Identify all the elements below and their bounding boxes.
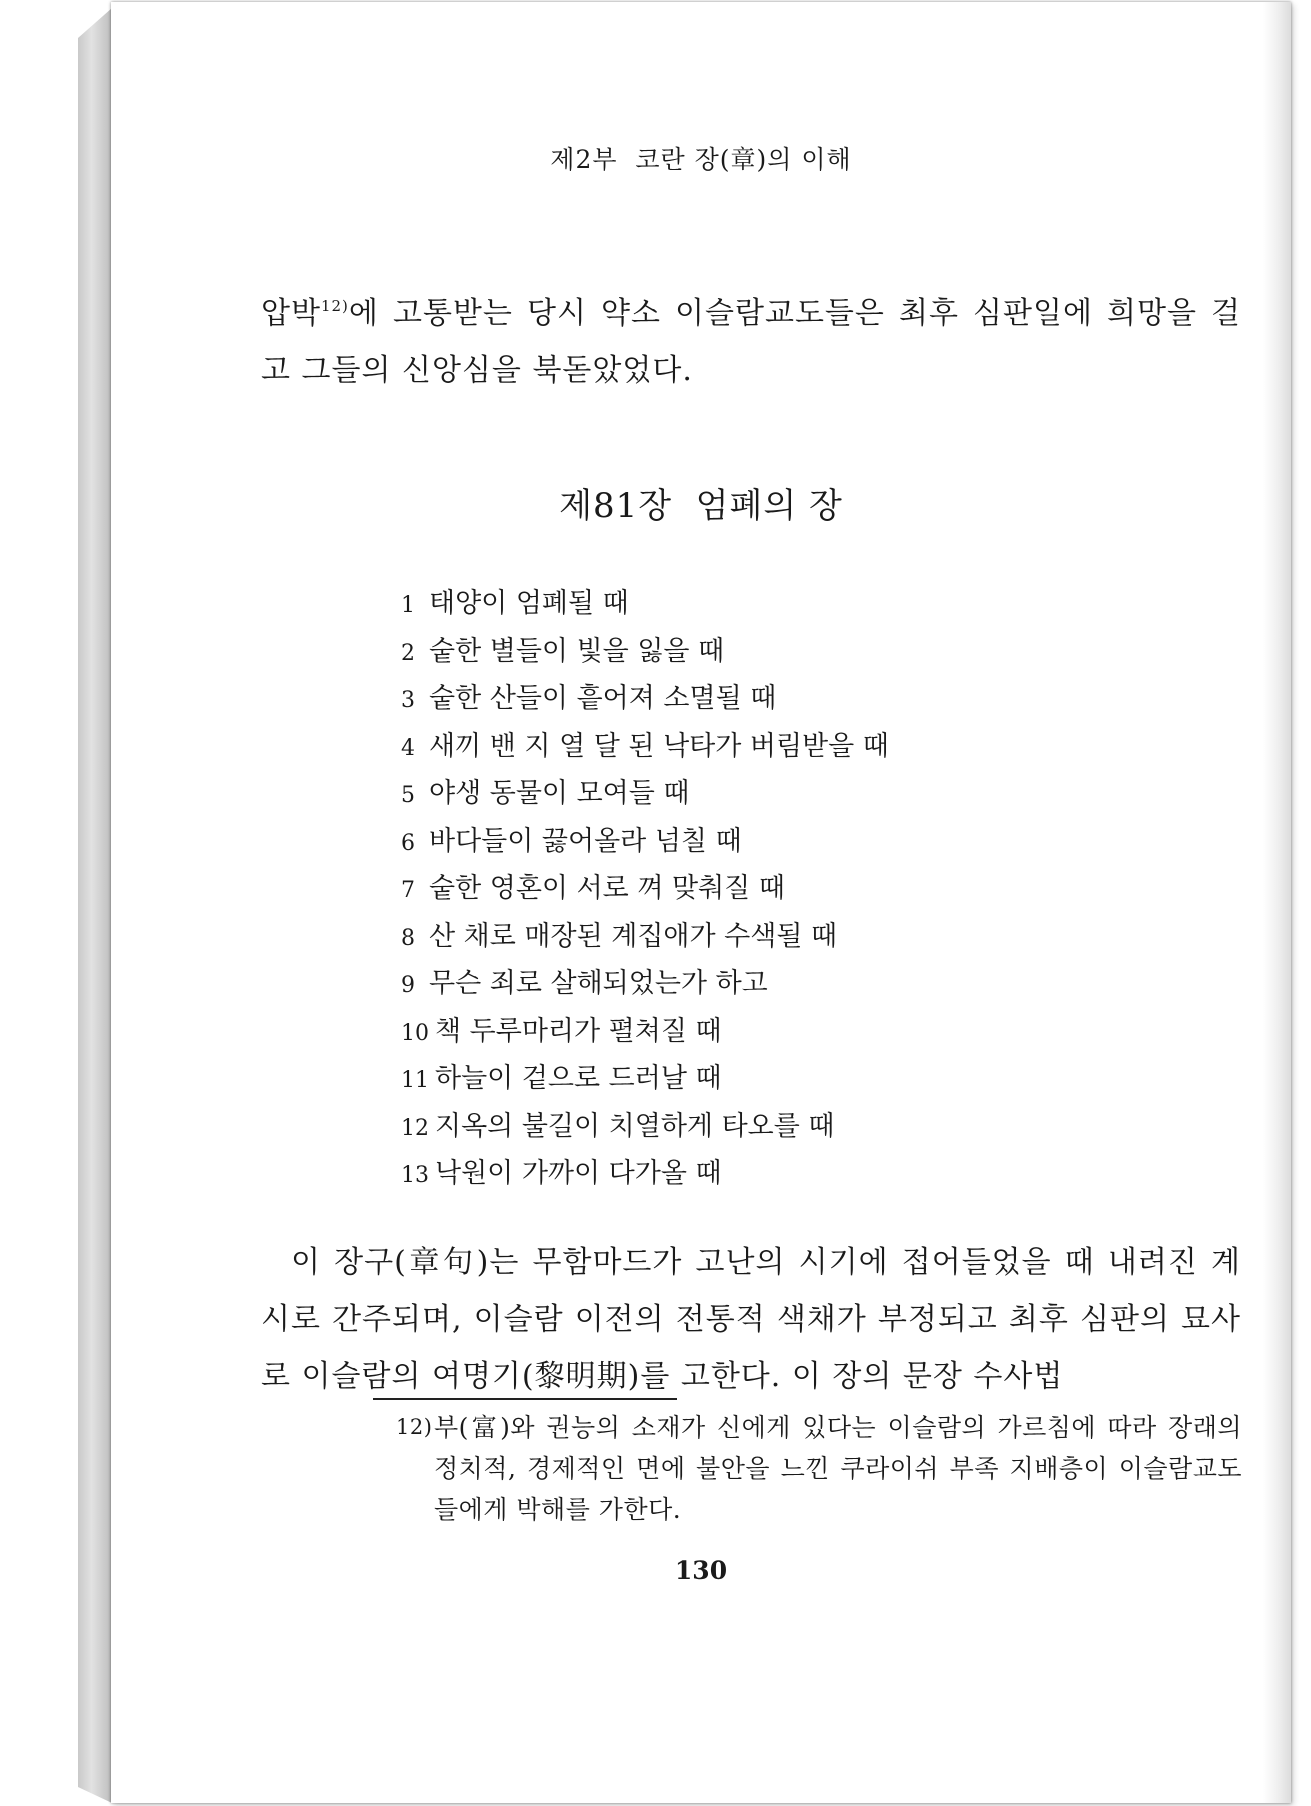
verse-item xyxy=(401,818,1101,866)
verse-item xyxy=(401,913,1101,961)
verse-item xyxy=(401,1103,1101,1151)
verse-number: 8 xyxy=(401,925,415,951)
verse-text: 야생 동물이 모여들 때 xyxy=(429,778,690,809)
footnote-number: 12) xyxy=(396,1415,433,1439)
page-number: 130 xyxy=(674,1556,728,1585)
paragraph-bottom: 이 장구(章句)는 무함마드가 고난의 시기에 접어들었을 때 내려진 계시로 간주되며, 이슬람 이전의 전통적 색채가 부정되고 최후 심판의 묘사로 이슬람의 여명기(黎明期)를 고한다. 이 장의 문장 수사법 xyxy=(261,1245,1241,1394)
verse-number: 10 xyxy=(401,1020,429,1046)
verse-item xyxy=(401,1150,1101,1198)
running-head: 제2부 코란 장(章)의 이해 xyxy=(550,145,852,174)
book-page xyxy=(111,2,1291,1803)
verse-item xyxy=(401,723,1101,771)
verse-number: 2 xyxy=(401,640,415,666)
verse-text: 숱한 별들이 빛을 잃을 때 xyxy=(429,635,725,667)
paragraph-top xyxy=(261,285,1241,399)
paragraph-top-rest: 에 고통받는 당시 약소 이슬람교도들은 최후 심판일에 희망을 걸고 그들의 신앙심을 북돋았었다. xyxy=(261,296,1241,388)
verse-text: 숱한 산들이 흩어져 소멸될 때 xyxy=(429,683,777,714)
verse-item xyxy=(401,865,1101,913)
verse-number: 13 xyxy=(401,1163,429,1188)
verse-text: 산 채로 매장된 계집애가 수색될 때 xyxy=(429,920,838,952)
verse-number: 3 xyxy=(401,688,415,713)
verse-number: 9 xyxy=(401,973,415,998)
verse-number: 6 xyxy=(401,830,415,856)
paragraph-top-start: 압박 xyxy=(261,296,321,331)
verse-number: 11 xyxy=(401,1068,429,1093)
chapter-title: 제81장 엄폐의 장 xyxy=(559,486,843,526)
verse-item xyxy=(401,1008,1101,1056)
verse-item xyxy=(401,960,1101,1008)
verse-text: 낙원이 가까이 다가올 때 xyxy=(435,1158,722,1189)
verse-text: 바다들이 끓어올라 넘칠 때 xyxy=(429,825,742,857)
footnote xyxy=(396,1407,1242,1530)
verse-text: 숱한 영혼이 서로 껴 맞춰질 때 xyxy=(429,873,785,904)
verse-text: 태양이 엄폐될 때 xyxy=(429,588,629,619)
verse-number: 1 xyxy=(401,593,415,618)
verse-text: 지옥의 불길이 치열하게 타오를 때 xyxy=(435,1110,835,1142)
verse-item xyxy=(401,770,1101,818)
verse-list xyxy=(401,580,1101,1198)
verse-text: 무슨 죄로 살해되었는가 하고 xyxy=(429,968,768,999)
verse-number: 4 xyxy=(401,735,415,761)
book-spine xyxy=(78,8,112,1803)
verse-item xyxy=(401,580,1101,628)
verse-number: 7 xyxy=(401,878,415,903)
verse-text: 하늘이 겉으로 드러날 때 xyxy=(435,1063,722,1094)
footnote-text: 부(富)와 권능의 소재가 신에게 있다는 이슬람의 가르침에 따라 장래의 정치적, 경제적인 면에 불안을 느낀 쿠라이쉬 부족 지배층이 이슬람교도들에게 박해를 가한다. xyxy=(434,1413,1242,1524)
verse-text: 새끼 밴 지 열 달 된 낙타가 버림받을 때 xyxy=(429,730,889,762)
page-edge-shadow xyxy=(1263,2,1291,1803)
verse-number: 5 xyxy=(401,783,415,808)
footnote-divider xyxy=(373,1398,677,1400)
verse-number: 12 xyxy=(401,1115,429,1141)
footnote-reference: 12) xyxy=(320,297,349,315)
verse-item xyxy=(401,1055,1101,1103)
verse-item xyxy=(401,675,1101,723)
verse-text: 책 두루마리가 펼쳐질 때 xyxy=(435,1015,722,1047)
verse-item xyxy=(401,628,1101,676)
